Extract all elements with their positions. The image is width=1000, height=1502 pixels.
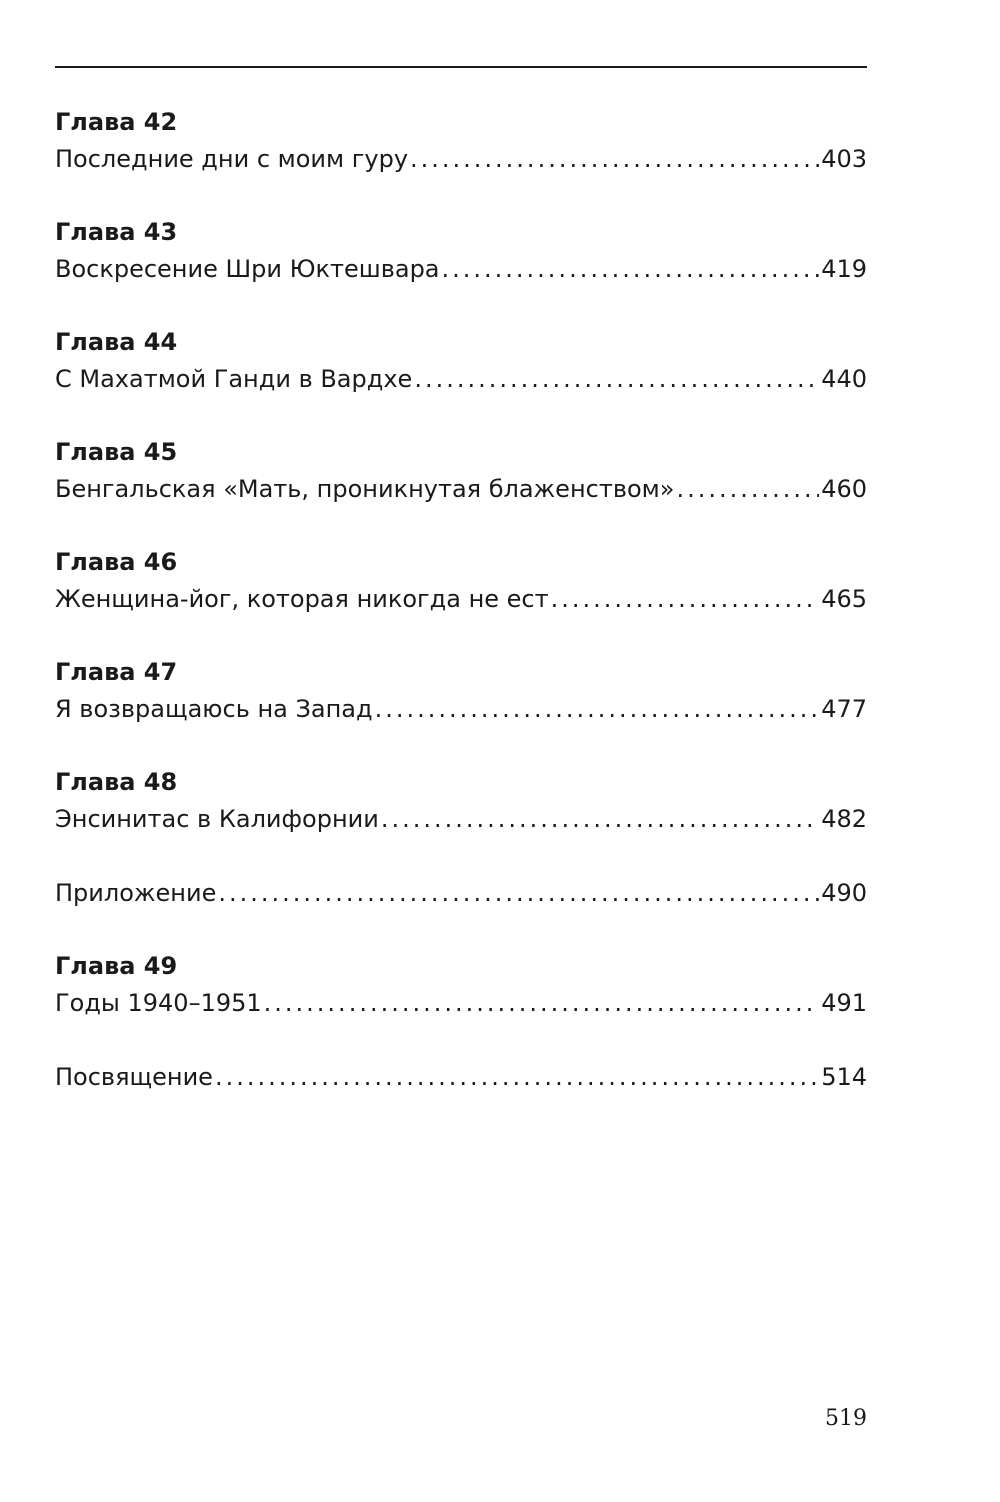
chapter-label: Глава 45 [55,438,178,466]
page-ref: 460 [821,475,867,503]
toc-entry-chapter-43 [55,214,867,324]
toc-line [55,360,867,398]
dot-leader [215,1058,819,1096]
dot-leader [551,580,820,618]
page-ref: 403 [821,145,867,173]
chapter-label: Глава 47 [55,658,178,686]
toc-line [55,470,867,508]
dot-leader [375,690,820,728]
toc-line [55,250,867,288]
chapter-label: Глава 49 [55,952,178,980]
dot-leader [264,984,820,1022]
chapter-title: Воскресение Шри Юктешвара [55,255,440,283]
toc-entry-chapter-47 [55,654,867,764]
toc-line [55,690,867,728]
toc-entry-chapter-42 [55,104,867,214]
dot-leader [414,360,819,398]
toc-entry-dedication [55,1058,867,1132]
chapter-label: Глава 43 [55,218,178,246]
dot-leader [410,140,819,178]
page-ref: 465 [821,585,867,613]
chapter-title: Я возвращаюсь на Запад [55,695,373,723]
page-ref: 482 [821,805,867,833]
table-of-contents [55,104,867,1132]
toc-entry-appendix [55,874,867,948]
chapter-label: Глава 44 [55,328,178,356]
toc-line [55,984,867,1022]
toc-line [55,1058,867,1096]
chapter-title: Годы 1940–1951 [55,989,262,1017]
header-rule [55,66,867,68]
dot-leader [442,250,820,288]
toc-entry-chapter-46 [55,544,867,654]
toc-line [55,874,867,912]
page-ref: 490 [821,879,867,907]
toc-entry-chapter-49 [55,948,867,1058]
chapter-label: Глава 42 [55,108,178,136]
toc-line [55,140,867,178]
dot-leader [218,874,819,912]
section-title: Приложение [55,879,217,907]
chapter-title: Бенгальская «Мать, проникнутая блаженством» [55,475,675,503]
chapter-title: Энсинитас в Калифорнии [55,805,379,833]
chapter-title: Последние дни с моим гуру [55,145,409,173]
chapter-title: Женщина-йог, которая никогда не ест [55,585,549,613]
toc-line [55,580,867,618]
dot-leader [676,470,819,508]
chapter-label: Глава 48 [55,768,178,796]
page-ref: 491 [821,989,867,1017]
dot-leader [381,800,819,838]
toc-entry-chapter-45 [55,434,867,544]
toc-entry-chapter-44 [55,324,867,434]
page-ref: 440 [821,365,867,393]
page-ref: 514 [821,1063,867,1091]
page-ref: 419 [821,255,867,283]
section-title: Посвящение [55,1063,213,1091]
toc-entry-chapter-48 [55,764,867,874]
toc-line [55,800,867,838]
page-number: 519 [825,1406,867,1431]
chapter-title: С Махатмой Ганди в Вардхе [55,365,413,393]
page-ref: 477 [821,695,867,723]
chapter-label: Глава 46 [55,548,178,576]
